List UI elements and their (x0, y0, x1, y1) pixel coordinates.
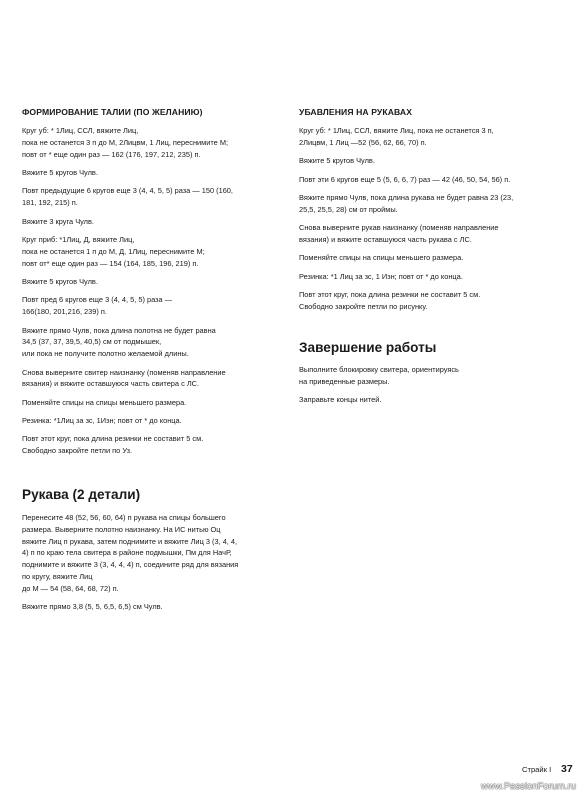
paragraph: Резинка: *1Лиц за зс, 1Изн; повт от * до конца. (22, 416, 182, 426)
paragraph: Вяжите 5 кругов Чулв. (22, 167, 98, 177)
paragraph: Повт этот круг, пока длина резинки не составит 5 см. Свободно закройте петли по рисунку. (299, 290, 481, 311)
paragraph: Повт предыдущие 6 кругов еще 3 (4, 4, 5, 5) раза — 150 (160, 181, 192, 215) п. (22, 186, 233, 208)
paragraph: Перенесите 48 (52, 56, 60, 64) п рукава на спицы большего размера. Выверните полотно наизнанку. На ИС нитью Оц вяжите Лиц п рукава, затем поднимите и вяжите Лиц 3 (3, 4, 4, 4) п по краю тела свитера в районе подмышки, Пм для НачР, поднимите и вяжите 3 (3, 4, 4, 4) п, соедините ряд для вязания по кругу, вяжите Лиц до М — 54 (58, 64, 68, 72) п. (22, 513, 239, 593)
paragraph: Вяжите 5 кругов Чулв. (22, 276, 98, 286)
sleeves-section (22, 512, 272, 620)
paragraph: Вяжите прямо Чулв, пока длина рукава не будет равна 23 (23, 25,5, 25,5, 28) см от проймы. (299, 192, 514, 214)
paragraph: Заправьте концы нитей. (299, 395, 382, 405)
paragraph: Поменяйте спицы на спицы меньшего размера. (299, 253, 464, 263)
paragraph: Повт этот круг, пока длина резинки не составит 5 см. Свободно закройте петли по Уз. (22, 434, 204, 456)
page-number: 37 (561, 763, 573, 775)
paragraph: Круг уб: * 1Лиц, ССЛ, вяжите Лиц, пока не останется 3 п, 2Лицвм, 1 Лиц —52 (56, 62, 66, 70) п. (299, 126, 494, 147)
paragraph: Снова выверните свитер наизнанку (поменяв направление вязания) и вяжите оставшуюся часть свитера с ЛС. (22, 367, 226, 389)
paragraph: Круг уб: * 1Лиц, ССЛ, вяжите Лиц, пока не останется 3 п до М, 2Лицвм, 1 Лиц, переснимите М; повт от * еще один раз — 162 (176, 197, 212, 235) п. (22, 126, 229, 159)
paragraph: Вяжите прямо 3,8 (5, 5, 6,5, 6,5) см Чулв. (22, 602, 163, 612)
waist-section (22, 125, 272, 464)
paragraph: Поменяйте спицы на спицы меньшего размера. (22, 397, 187, 407)
paragraph: Вяжите 5 кругов Чулв. (299, 156, 375, 166)
watermark: www.PassionForum.ru (481, 781, 577, 792)
sleeves-heading: Рукава (2 детали) (22, 487, 141, 502)
magazine-name: Страйк I (522, 765, 552, 774)
paragraph: Резинка: *1 Лиц за зс, 1 Изн; повт от * до конца. (299, 271, 463, 281)
sleeve-decreases-heading: УБАВЛЕНИЯ НА РУКАВАХ (299, 107, 413, 117)
paragraph: Повт пред 6 кругов еще 3 (4, 4, 5, 5) раза — 166(180, 201,216, 239) п. (22, 295, 173, 317)
waist-heading: ФОРМИРОВАНИЕ ТАЛИИ (ПО ЖЕЛАНИЮ) (22, 107, 203, 117)
finishing-heading: Завершение работы (299, 340, 437, 355)
paragraph: Вяжите прямо Чулв, пока длина полотна не будет равна 34,5 (37, 37, 39,5, 40,5) см от подмышек, или пока не получите полотно желаемой длины. (22, 325, 216, 359)
paragraph: Снова выверните рукав наизнанку (поменяв направление вязания) и вяжите оставшуюся часть рукава с ЛС. (299, 223, 499, 244)
paragraph: Повт эти 6 кругов еще 5 (5, 6, 6, 7) раз — 42 (46, 50, 54, 56) п. (299, 174, 511, 184)
paragraph: Выполните блокировку свитера, ориентируясь на приведенные размеры. (299, 365, 459, 386)
sleeve-decreases-section (299, 125, 559, 319)
finishing-section (299, 364, 559, 413)
paragraph: Вяжите 3 круга Чулв. (22, 216, 94, 226)
paragraph: Круг приб: *1Лиц, Д, вяжите Лиц, пока не останется 1 п до М, Д, 1Лиц, переснимите М; повт от* еще один раз — 154 (164, 185, 196, 219) п. (22, 234, 205, 268)
